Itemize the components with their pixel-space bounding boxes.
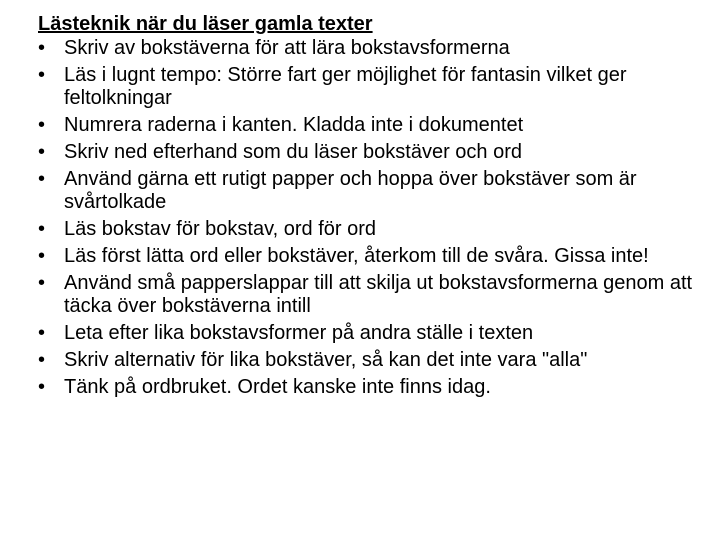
list-item-text: Läs bokstav för bokstav, ord för ord [64, 218, 377, 240]
bullet-icon: • [38, 218, 46, 240]
page-title: Lästeknik när du läser gamla texter [38, 13, 373, 35]
list-item [38, 37, 708, 60]
bullet-icon: • [38, 245, 46, 267]
list-item-text: Använd små papperslappar till att skilja ut bokstavsformerna genom att täcka över bokstäverna intill [64, 272, 693, 317]
list-item-text: Läs först lätta ord eller bokstäver, återkom till de svåra. Gissa inte! [64, 245, 649, 267]
list-item [38, 349, 708, 372]
bullet-icon: • [38, 64, 46, 86]
list-item-text: Numrera raderna i kanten. Kladda inte i dokumentet [64, 114, 524, 136]
list-item [38, 272, 708, 318]
list-item-text: Skriv av bokstäverna för att lära bokstavsformerna [64, 37, 510, 59]
slide-content [38, 12, 708, 403]
list-item [38, 114, 708, 137]
bullet-icon: • [38, 114, 46, 136]
bullet-icon: • [38, 272, 46, 294]
list-item-text: Använd gärna ett rutigt papper och hoppa över bokstäver som är svårtolkade [64, 168, 637, 213]
list-item [38, 218, 708, 241]
list-item-text: Läs i lugnt tempo: Större fart ger möjlighet för fantasin vilket ger feltolkningar [64, 64, 627, 109]
bullet-icon: • [38, 141, 46, 163]
list-item [38, 64, 708, 110]
list-item-text: Skriv ned efterhand som du läser bokstäver och ord [64, 141, 523, 163]
list-item-text: Tänk på ordbruket. Ordet kanske inte finns idag. [64, 376, 491, 398]
list-item [38, 322, 708, 345]
list-item [38, 245, 708, 268]
list-item [38, 141, 708, 164]
list-item [38, 168, 708, 214]
bullet-icon: • [38, 168, 46, 190]
bullet-icon: • [38, 322, 46, 344]
bullet-icon: • [38, 349, 46, 371]
list-item-text: Skriv alternativ för lika bokstäver, så kan det inte vara "alla" [64, 349, 588, 371]
bullet-icon: • [38, 37, 46, 59]
list-item [38, 376, 708, 399]
bullet-icon: • [38, 376, 46, 398]
list-item-text: Leta efter lika bokstavsformer på andra ställe i texten [64, 322, 534, 344]
bullet-list [38, 37, 708, 399]
